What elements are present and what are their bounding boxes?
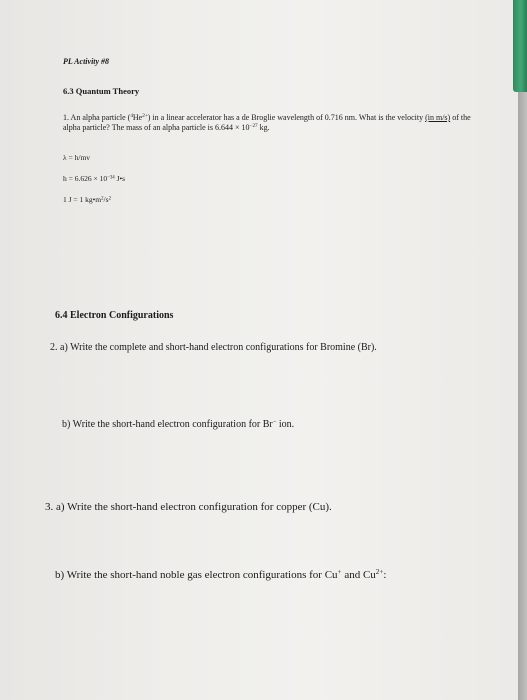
alpha-symbol: He (132, 113, 143, 122)
cu-plus-charge: + (337, 568, 342, 577)
formula-planck-constant (63, 174, 125, 183)
q1-part2: ) in a linear accelerator has a de Broglie wavelength of 0.716 nm. What is the velocity (147, 113, 426, 122)
joule-exp2: 2 (108, 196, 111, 202)
planck-units: J•s (114, 174, 126, 183)
binder-tab (513, 0, 527, 92)
question-2b-text (62, 419, 294, 430)
planck-exponent: −34 (107, 175, 115, 181)
question-1-text (63, 113, 483, 133)
q3b-mid: and Cu (341, 569, 376, 581)
joule-mid: /s (103, 195, 109, 204)
q1-part4: kg. (257, 123, 270, 132)
question-3b-text (55, 569, 386, 581)
alpha-mass-number: 4 (130, 113, 133, 120)
bromide-charge: − (272, 418, 277, 426)
activity-header: PL Activity #8 (63, 57, 110, 66)
planck-base: h = 6.626 × 10 (63, 174, 108, 183)
formula-joule-conversion (63, 195, 111, 204)
q2b-suffix: ion. (276, 419, 295, 430)
paper-stack-edge (518, 92, 527, 700)
cu-2plus-charge: 2+ (375, 568, 384, 577)
q3b-prefix: b) Write the short-hand noble gas electron configurations for Cu (55, 569, 338, 581)
q1-units-underlined: (in m/s) (425, 113, 451, 122)
alpha-charge: 2+ (142, 113, 148, 120)
q2b-prefix: b) Write the short-hand electron configuration for Br (62, 419, 273, 430)
mass-exponent: −27 (249, 123, 258, 130)
question-3a-text: 3. a) Write the short-hand electron configuration for copper (Cu). (45, 501, 332, 513)
section-title-electron-configurations: 6.4 Electron Configurations (55, 310, 174, 321)
joule-base: 1 J = 1 kg•m (63, 195, 102, 204)
q3b-suffix: : (383, 569, 387, 581)
q1-part1: 1. An alpha particle ( (63, 113, 131, 122)
formula-de-broglie: λ = h/mv (63, 153, 91, 162)
section-title-quantum-theory: 6.3 Quantum Theory (63, 86, 140, 96)
joule-exp1: 2 (101, 196, 104, 202)
question-2a-text: 2. a) Write the complete and short-hand electron configurations for Bromine (Br). (50, 342, 377, 353)
q1-part3: of the alpha particle? The mass of an alpha particle is 6.644 × 10 (63, 113, 471, 132)
